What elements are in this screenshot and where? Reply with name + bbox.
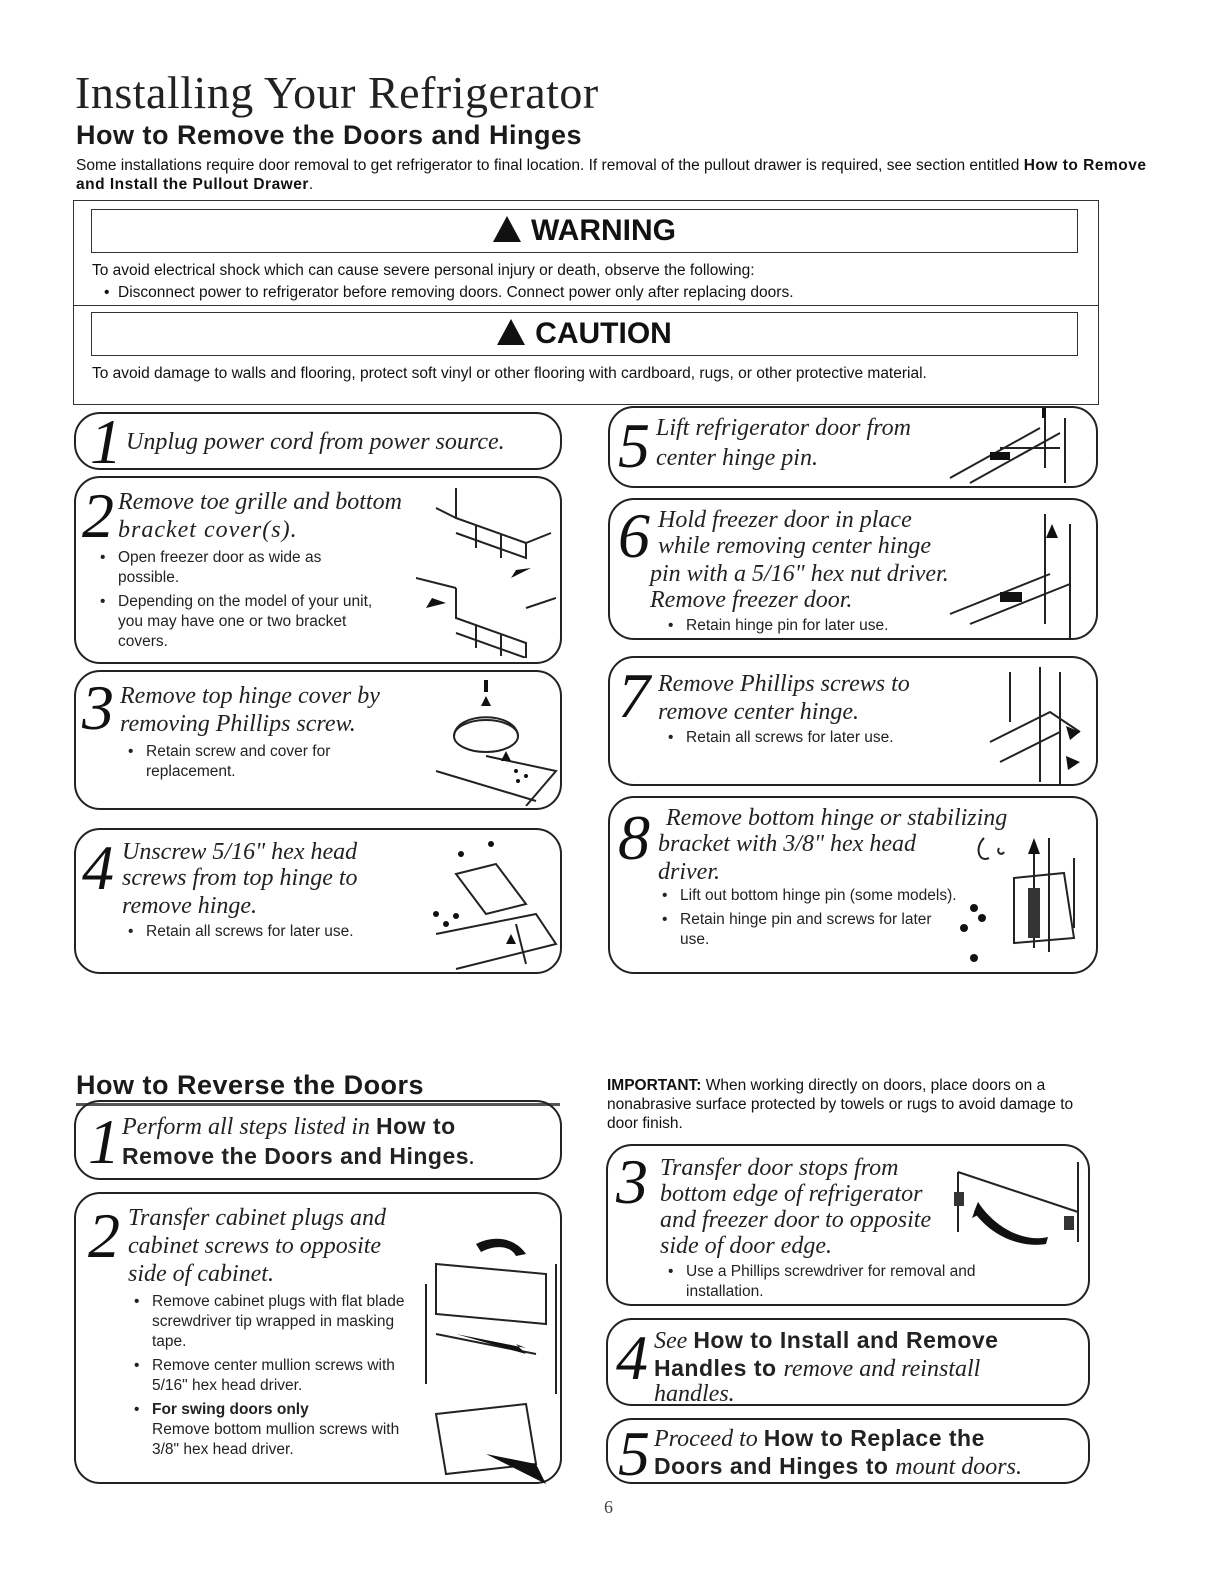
cabinet-plugs-illustration <box>416 1224 560 1484</box>
page-title: Installing Your Refrigerator <box>75 67 599 118</box>
step-title-text: mount doors. <box>895 1454 1022 1480</box>
reverse-step-2 <box>74 1192 562 1484</box>
step-number: 3 <box>616 1146 648 1217</box>
step-title-line2: bracket cover(s). <box>118 517 298 543</box>
step-bullets <box>130 1292 410 1464</box>
warning-triangle-icon <box>493 216 521 242</box>
bullet: • Lift out bottom hinge pin (some models). <box>658 886 958 906</box>
warning-banner <box>91 209 1078 253</box>
step-bullets <box>658 886 958 954</box>
remove-step-7 <box>608 656 1098 786</box>
bullet: • Depending on the model of your unit, you may have one or two bracket covers. <box>96 592 376 652</box>
step-title-line2: removing Phillips screw. <box>120 711 356 737</box>
hinge-cover-illustration <box>426 676 560 806</box>
step-title-line1: Unscrew 5/16" hex head <box>122 839 358 865</box>
step-title-text: remove and reinstall <box>783 1356 981 1382</box>
bullet-bold <box>130 1400 410 1460</box>
remove-step-2 <box>74 476 562 664</box>
step-title-line3: driver. <box>658 859 720 885</box>
step-number: 1 <box>88 1106 120 1177</box>
door-stops-illustration <box>938 1152 1088 1252</box>
intro-end: . <box>308 176 314 193</box>
step-number: 5 <box>618 1418 650 1489</box>
step-number: 6 <box>618 500 650 571</box>
step-title-line1: Hold freezer door in place <box>658 507 912 533</box>
step-number: 3 <box>82 672 114 743</box>
step-title-line2: bottom edge of refrigerator <box>660 1181 923 1207</box>
step-title-line4: side of door edge. <box>660 1233 832 1259</box>
step-number: 8 <box>618 802 650 873</box>
warning-bullet: • Disconnect power to refrigerator before removing doors. Connect power only after replacing doors. <box>104 284 794 301</box>
step-number: 4 <box>82 832 114 903</box>
step-title-line3: remove hinge. <box>122 893 258 919</box>
caution-label: CAUTION <box>535 317 672 350</box>
bullet: • Retain hinge pin and screws for later use. <box>658 910 958 950</box>
safety-box <box>73 200 1099 306</box>
step-title-line3: side of cabinet. <box>128 1261 274 1287</box>
step-title-end: . <box>469 1144 476 1170</box>
step-number: 2 <box>82 480 114 551</box>
bullet: • Retain all screws for later use. <box>664 728 964 748</box>
important-note <box>607 1076 1077 1133</box>
step-title-line2: center hinge pin. <box>656 445 818 471</box>
warning-text: To avoid electrical shock which can cause severe personal injury or death, observe the following: <box>92 262 755 279</box>
bold-bullet-text: Remove bottom mullion screws with 3/8" hex head driver. <box>152 1421 400 1458</box>
step-title-bold: Handles to <box>654 1355 784 1381</box>
step-title-line2 <box>122 1142 475 1171</box>
caution-box <box>73 304 1099 405</box>
intro-paragraph <box>76 156 1156 194</box>
step-title-line2: screws from top hinge to <box>122 865 358 891</box>
step-title-line1 <box>654 1424 985 1453</box>
reverse-step-1 <box>74 1100 562 1180</box>
step-title-line2: cabinet screws to opposite <box>128 1233 382 1259</box>
reverse-step-3 <box>606 1144 1090 1306</box>
step-title-line1 <box>122 1112 456 1141</box>
step-title-bold: Doors and Hinges to <box>654 1453 896 1479</box>
step-title-text: See <box>654 1328 694 1354</box>
top-hinge-illustration <box>416 834 560 972</box>
bullet: • Use a Phillips screwdriver for removal and installation. <box>664 1262 1044 1302</box>
step-number: 7 <box>618 660 650 731</box>
step-title-line2: bracket with 3/8" hex head <box>658 831 917 857</box>
step-title-line1: Transfer door stops from <box>660 1155 899 1181</box>
warning-bullet-text: Disconnect power to refrigerator before removing doors. Connect power only after replacing doors. <box>118 284 794 301</box>
bullet: • Retain screw and cover for replacement. <box>124 742 364 782</box>
center-hinge-pin-illustration <box>940 408 1090 488</box>
page-number: 6 <box>604 1497 613 1517</box>
bullet: • Remove center mullion screws with 5/16" hex head driver. <box>130 1356 410 1396</box>
step-title-bold: Remove the Doors and Hinges <box>122 1143 470 1169</box>
caution-banner <box>91 312 1078 356</box>
bullet: • Retain hinge pin for later use. <box>664 616 964 636</box>
caution-triangle-icon <box>497 319 525 345</box>
freezer-hinge-illustration <box>940 504 1090 638</box>
bullet: • Open freezer door as wide as possible. <box>96 548 376 588</box>
step-bullets <box>124 922 404 946</box>
remove-step-8 <box>608 796 1098 974</box>
step-title-line1: Remove bottom hinge or stabilizing <box>666 805 1008 831</box>
step-bullets <box>96 548 376 656</box>
step-bullets <box>664 728 964 752</box>
step-bullets <box>664 616 964 640</box>
step-bullets <box>124 742 364 786</box>
step-title-line3: pin with a 5/16" hex nut driver. <box>650 561 949 587</box>
bullet: • Remove cabinet plugs with flat blade screwdriver tip wrapped in masking tape. <box>130 1292 410 1352</box>
step-number: 1 <box>90 406 122 477</box>
step-number: 2 <box>88 1200 120 1271</box>
reverse-step-5 <box>606 1418 1090 1489</box>
step-title-line2 <box>654 1354 980 1383</box>
important-label: IMPORTANT: <box>607 1077 702 1094</box>
intro-text: Some installations require door removal to get refrigerator to final location. If removal of the pullout drawer is required, see section entitled <box>76 157 1024 174</box>
important-text: When working directly on doors, place doors on a nonabrasive surface protected by towels or rugs to avoid damage to door finish. <box>607 1077 1074 1132</box>
warning-label: WARNING <box>531 214 676 247</box>
step-title-line1: Remove top hinge cover by <box>120 683 380 709</box>
step-title-line2: remove center hinge. <box>658 699 860 725</box>
reverse-step-4 <box>606 1318 1090 1406</box>
intro-bold-link: How to Remove and Install the Pullout Drawer <box>76 157 1147 193</box>
section-heading-reverse: How to Reverse the Doors <box>76 1070 425 1100</box>
remove-step-5 <box>608 406 1098 488</box>
section-heading-remove: How to Remove the Doors and Hinges <box>76 120 583 150</box>
step-title-line2: while removing center hinge <box>658 533 932 559</box>
remove-step-4 <box>74 828 562 974</box>
step-title-line1: Transfer cabinet plugs and <box>128 1205 387 1231</box>
bold-bullet-label: For swing doors only <box>152 1401 309 1418</box>
step-title-bold: How to Install and Remove <box>693 1327 999 1353</box>
toe-grille-illustration <box>416 478 556 658</box>
step-title-line1: Remove toe grille and bottom <box>118 489 402 515</box>
remove-step-3 <box>74 670 562 810</box>
step-title-line2 <box>654 1452 1022 1481</box>
step-title-line3: handles. <box>654 1381 735 1407</box>
step-title-line1: Lift refrigerator door from <box>656 415 911 441</box>
remove-step-1 <box>74 406 562 477</box>
step-number: 4 <box>616 1322 648 1393</box>
step-title-line4: Remove freezer door. <box>650 587 853 613</box>
bullet: • Retain all screws for later use. <box>124 922 404 942</box>
center-hinge-screws-illustration <box>980 662 1092 784</box>
step-bullets <box>664 1262 1044 1306</box>
step-title-line1: Remove Phillips screws to <box>658 671 910 697</box>
step-number: 5 <box>618 410 650 481</box>
step-title-bold: How to <box>376 1113 456 1139</box>
step-title-text: Perform all steps listed in <box>122 1114 376 1140</box>
step-title-line1 <box>654 1326 998 1355</box>
bottom-hinge-illustration <box>954 818 1094 972</box>
step-title-text: Proceed to <box>654 1426 764 1452</box>
step-title-line3: and freezer door to opposite <box>660 1207 932 1233</box>
step-title-bold: How to Replace the <box>763 1425 985 1451</box>
step-title: Unplug power cord from power source. <box>126 429 505 455</box>
caution-text: To avoid damage to walls and flooring, protect soft vinyl or other flooring with cardboard, rugs, or other protective material. <box>92 365 927 382</box>
remove-step-6 <box>608 498 1098 640</box>
